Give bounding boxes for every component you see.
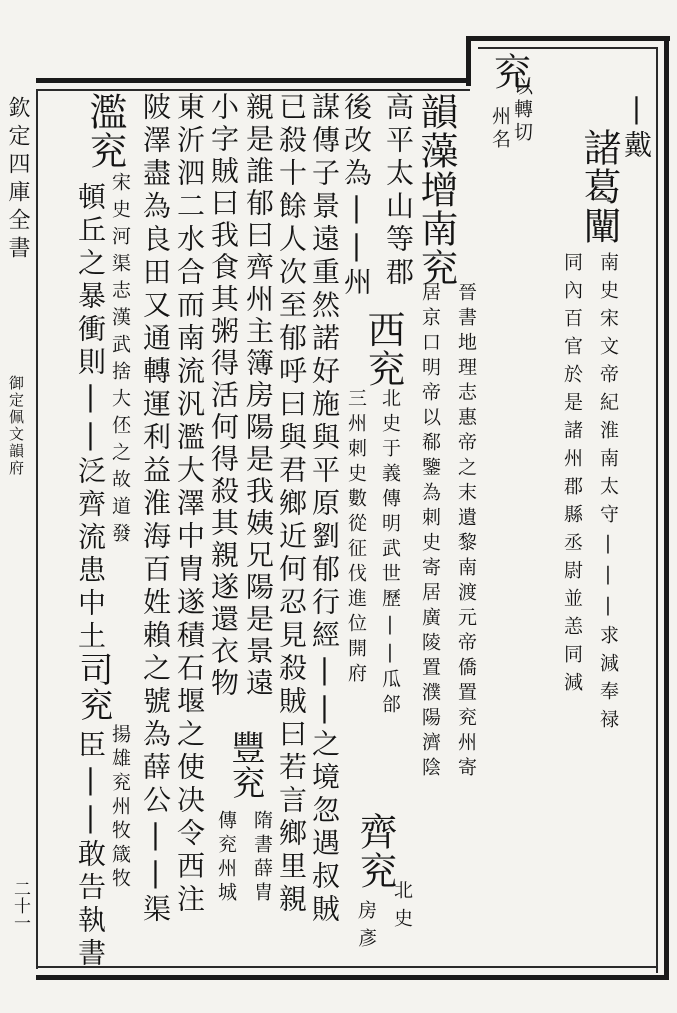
column-5-note: 北史于義傳明武世歷||瓜郃 [379,388,401,719]
column-6-note-2: 北史 [391,880,413,936]
column-4-text: 居京口明帝以郗鑒為刺史寄居廣陵置濮陽濟陰 [419,282,441,782]
column-10-text: 小字賊曰我食其粥得活何得殺其親遂還衣物 [207,92,240,700]
column-10-note: 傳兖州城 [215,810,237,906]
page-number: 二十一 [10,880,30,931]
header-box-inner-top [478,47,658,49]
column-1-text: 南史宋文帝紀淮南太守|||求減奉禄 [597,252,619,737]
frame-top-inner-rule [36,89,470,91]
column-14-note: 揚雄兖州牧箴牧 [109,724,131,892]
frame-right-inner-rule [656,47,658,973]
column-3-text: 晉書地理志惠帝之末遺黎南渡元帝僑置兖州寄 [455,282,477,782]
header-box-left [466,36,471,86]
frame-top-rule [36,78,470,83]
column-5-text: 高平太山等郡 [382,92,415,290]
column-12-text: 陂澤盡為良田又通轉運利益淮海百姓賴之號為薛公||渠 [139,92,172,927]
column-7-note: 房彥 [355,900,377,956]
column-8-text: 已殺十餘人次至郁呼曰與君鄉近何忍見殺賊曰若言鄉里親 [275,92,308,917]
column-13-text: 宋史河渠志漢武捨大伾之故道發 [109,172,131,550]
column-13-heading: 濫兖 [83,92,127,170]
column-3-heading: 韻藻增南兖 [414,92,458,287]
column-5-heading: 西兖 [361,310,405,388]
column-1-heading: 諸葛闡 [577,128,621,245]
head-note-2: 州名 [489,106,511,152]
frame-right-rule [664,36,669,980]
column-9-heading: 豐兖 [225,730,265,800]
header-box-top [466,36,670,41]
column-15-text: 臣||敢告執書 [74,730,107,971]
head-character: 兖 [487,52,531,91]
book-title: 欽定四庫全書 [5,96,30,264]
column-14-heading: 司兖 [73,652,113,722]
head-note: 以轉切 [511,76,533,145]
column-2-text: 同內百官於是諸州郡縣丞尉並恙同減 [561,252,583,700]
margin-divider [36,89,38,969]
gutter-label: 御定佩文韻府 [7,375,25,477]
column-7-text: 謀傳子景遠重然諾好施與平原劉郁行經||之境忽遇叔賊 [308,92,341,927]
column-6-note: 三州刺史數從征伐進位開府 [345,388,367,688]
frame-bottom-inner-rule [36,966,656,968]
column-9-note: 隋書薛胄 [251,810,273,906]
column-11-text: 東沂泗二水合而南流汎濫大澤中胄遂積石堰之使决令西注 [173,92,206,917]
column-9-text: 親是誰郁曰齊州主簿房陽是我姨兄陽是景遠 [242,92,275,700]
column-6-text: 後改為||州 [340,92,373,300]
column-14-text: 頓丘之暴衝則||泛齊流患中土 [74,182,107,654]
frame-bottom-rule [36,975,669,980]
column-0: |戴 [620,92,653,163]
column-6-heading: 齊兖 [353,812,397,890]
